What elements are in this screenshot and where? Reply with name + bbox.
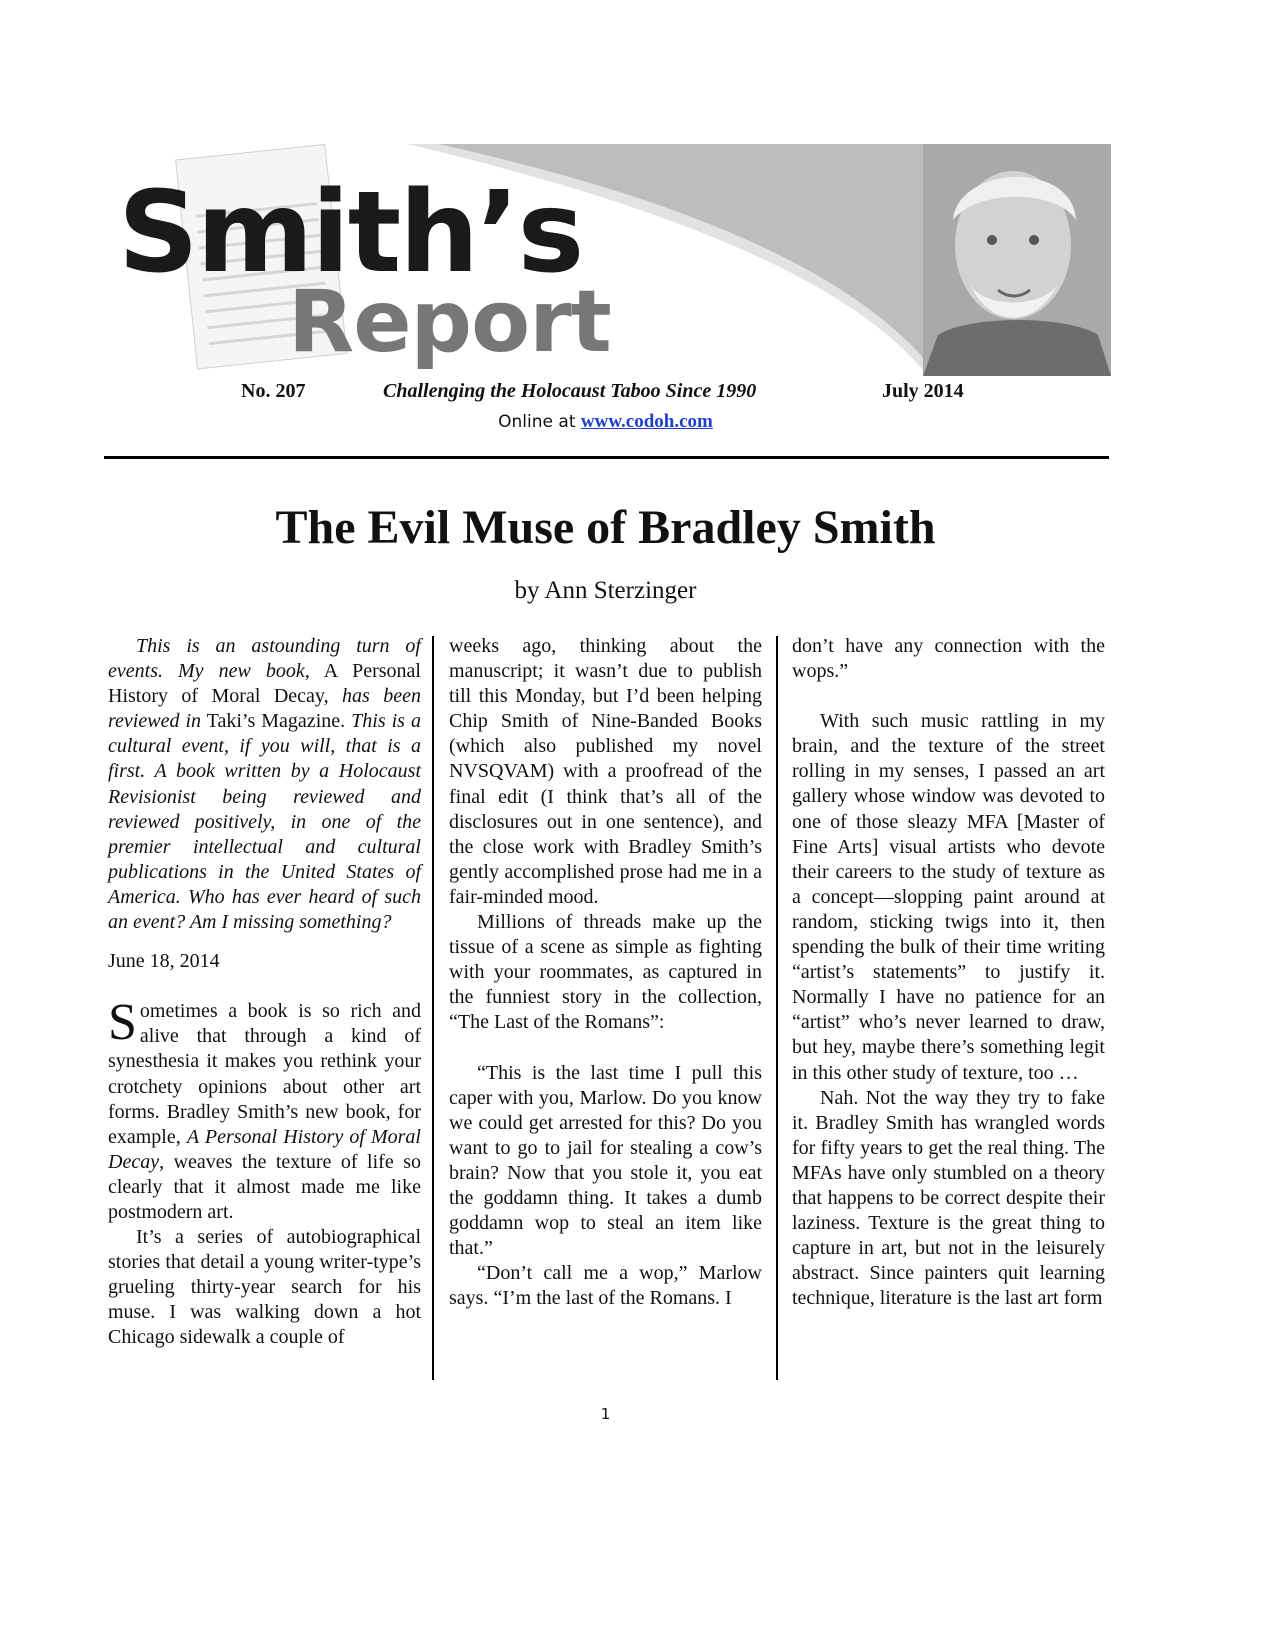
issue-number: No. 207	[241, 380, 306, 402]
masthead	[108, 140, 1111, 378]
online-line	[0, 411, 1211, 433]
quote-paragraph: “This is the last time I pull this caper with you, Marlow. Do you know we could get arrested for this? Do you want to go to jail for stealing a cow’s brain? Now that you stole it, you eat the goddamn thing. It takes a dumb goddamn wop to steal an item like that.”	[449, 1061, 762, 1260]
column-2	[449, 634, 762, 1311]
tagline: Challenging the Holocaust Taboo Since 1990	[383, 380, 757, 402]
paragraph-3: Millions of threads make up the tissue of a scene as simple as fighting with your roommates, as captured in the funniest story in the collection, “The Last of the Romans”:	[449, 911, 762, 1034]
header-rule	[104, 456, 1109, 459]
column-divider-1	[432, 636, 434, 1380]
drop-cap: S	[108, 994, 137, 1052]
brand-line-2: Report	[288, 272, 611, 372]
paragraph-7: Nah. Not the way they try to fake it. Bradley Smith has wrangled words for fifty years to get the real thing. The MFAs have only stumbled on a theory that happens to be correct despite their laziness. Texture is the great thing to capture in art, but not in the leisurely abstract. Since painters quit learning technique, literature is the last art form	[792, 1086, 1105, 1310]
paragraph-6: With such music rattling in my brain, and the texture of the street rolling in my senses, I passed an art gallery whose window was devoted to one of those sleazy MFA [Master of Fine Arts] visual artists who devote their careers to the study of texture as a concept—slopping paint around at random, sticking twigs into it, then spending the bulk of their time writing “artist’s statements” to justify it. Normally I have no patience for an “artist” who’s never learned to draw, but hey, maybe there’s something legit in this other study of texture, too …	[792, 710, 1105, 1084]
column-divider-2	[776, 636, 778, 1380]
paragraph-2-start: It’s a series of autobiographical stories that detail a young writer-type’s grueling thirty-year search for his muse. I was walking down a hot Chicago sidewalk a couple of	[108, 1226, 421, 1349]
website-link[interactable]: www.codoh.com	[580, 411, 713, 432]
paragraph-2-end: weeks ago, thinking about the manuscript; it wasn’t due to publish till this Monday, but I’d been helping Chip Smith of Nine-Banded Books (which also published my novel NVSQVAM) with a proofread of the final edit (I think that’s all of the disclosures out in one sentence), and the close work with Bradley Smith’s gently accomplished prose had me in a fair-minded mood.	[449, 635, 762, 908]
online-prefix: Online at	[498, 412, 576, 432]
page-number: 1	[600, 1405, 611, 1423]
paragraph-1: Sometimes a book is so rich and alive that through a kind of synesthesia it makes you rethink your crotchety opinions about other art forms. Bradley Smith’s new book, for example, A Personal History of Moral Decay, weaves the texture of life so clearly that it almost made me like postmodern art.	[108, 994, 421, 1223]
article-title: The Evil Muse of Bradley Smith	[275, 501, 936, 554]
column-1	[108, 634, 421, 1351]
column-3	[792, 634, 1105, 1311]
brand-line-1: Smith’s	[118, 168, 583, 298]
article-byline: by Ann Sterzinger	[514, 577, 697, 604]
paragraph-5-end: don’t have any connection with the wops.”	[792, 635, 1105, 683]
editor-intro: This is an astounding turn of events. My new book, A Personal History of Moral Decay, has been reviewed in Taki’s Magazine. This is a cultural event, if you will, that is a first. A book written by a Holocaust Revisionist being reviewed and reviewed positively, in one of the premier intellectual and cultural publications in the United States of America. Who has ever heard of such an event? Am I missing something?	[108, 635, 421, 934]
author-portrait	[923, 144, 1111, 376]
paragraph-5-start: “Don’t call me a wop,” Marlow says. “I’m the last of the Romans. I	[449, 1262, 762, 1310]
issue-date: July 2014	[882, 380, 964, 402]
article-date: June 18, 2014	[108, 950, 220, 973]
